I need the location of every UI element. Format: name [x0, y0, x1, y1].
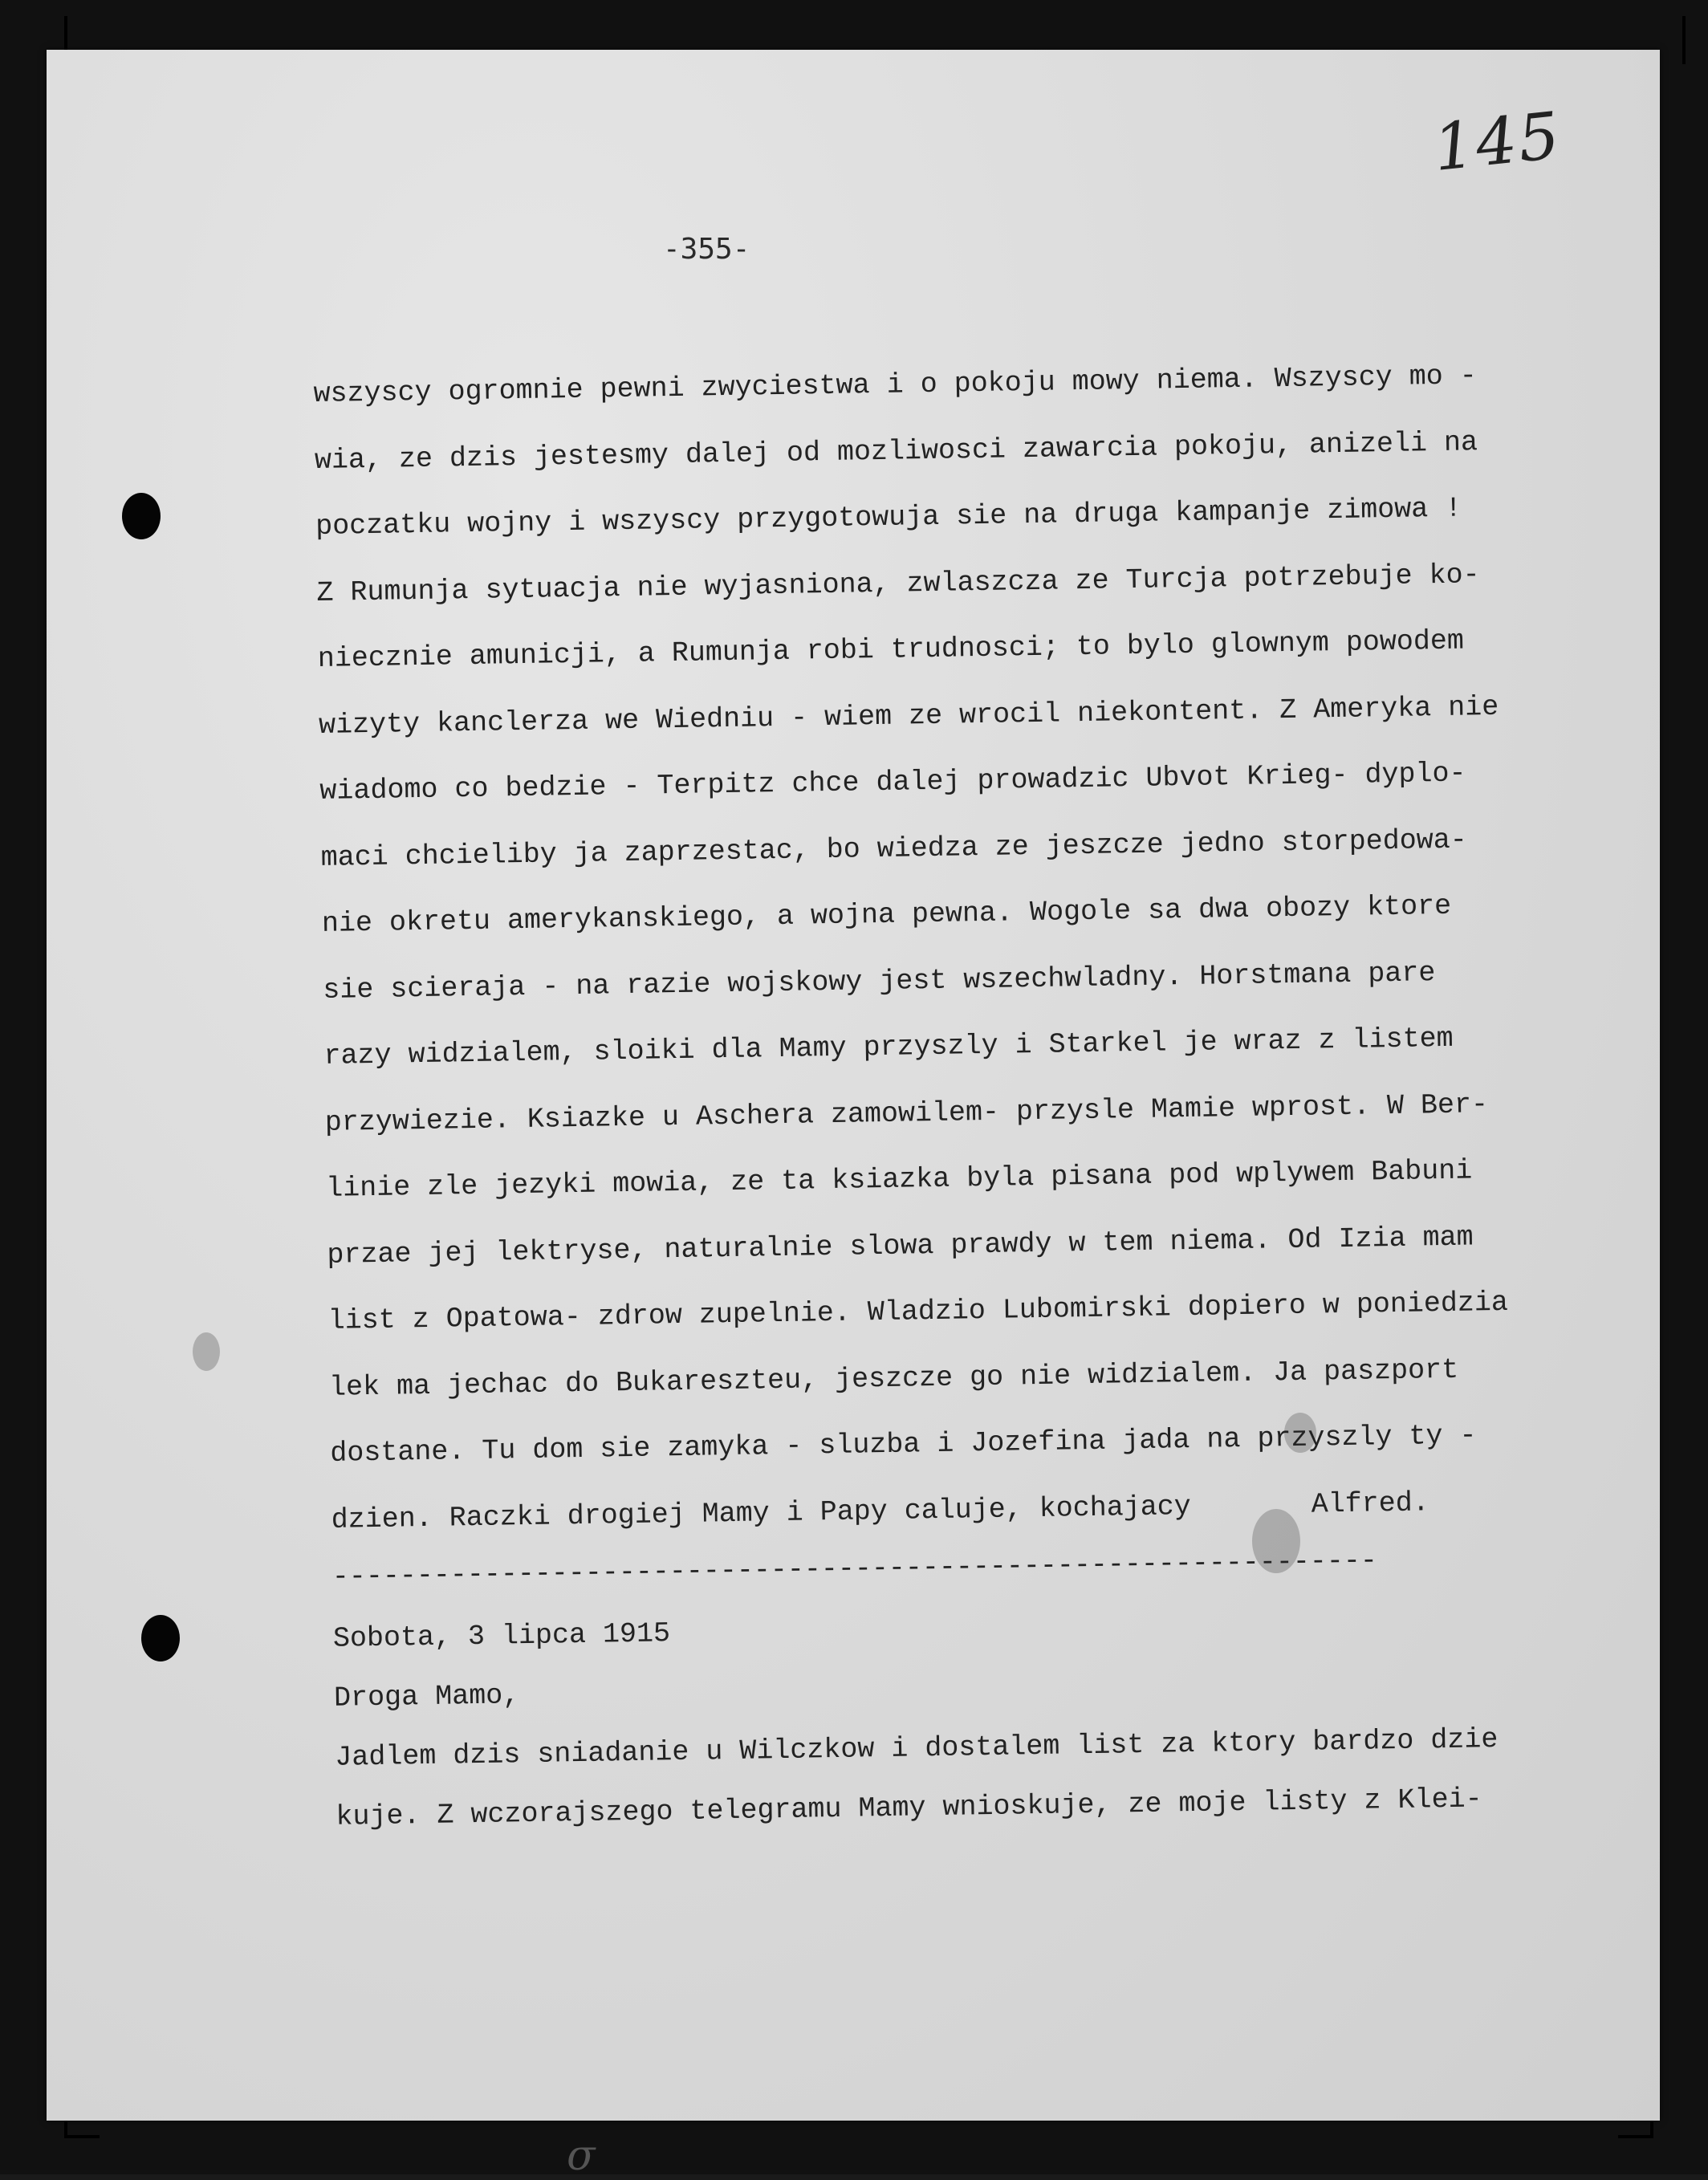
text-line: razy widzialem, sloiki dla Mamy przyszly i Starkel je wraz z listem [323, 1022, 1454, 1072]
text-line: maci chcieliby ja zaprzestac, bo wiedza ze jeszcze jedno storpedowa- [320, 823, 1468, 874]
text-line: przae jej lektryse, naturalnie slowa prawdy w tem niema. Od Izia mam [327, 1220, 1474, 1271]
date-line: Sobota, 3 lipca 1915 [332, 1617, 671, 1655]
text-line: wia, ze dzis jestesmy dalej od mozliwosci zawarcia pokoju, anizeli na [314, 425, 1478, 477]
signature: Alfred. [1311, 1486, 1430, 1521]
salutation: Droga Mamo, [333, 1679, 520, 1714]
text-line: poczatku wojny i wszyscy przygotowuja sie na druga kampanje zimowa ! [315, 492, 1462, 543]
text-line: Jadlem dzis sniadanie u Wilczkow i dostalem list za ktory bardzo dzie [335, 1723, 1499, 1774]
text-line: sie scieraja - na razie wojskowy jest wszechwladny. Horstmana pare [322, 956, 1436, 1007]
text-line: lek ma jechac do Bukareszteu, jeszcze go nie widzialem. Ja paszport [328, 1353, 1459, 1404]
text-line: dostane. Tu dom sie zamyka - sluzba i Jozefina jada na przyszly ty - [330, 1419, 1477, 1470]
text-line: niecznie amunicji, a Rumunja robi trudnosci; to bylo glownym powodem [317, 624, 1465, 675]
text-line: wiadomo co bedzie - Terpitz chce dalej prowadzic Ubvot Krieg- dyplo- [319, 757, 1466, 807]
text-line: wszyscy ogromnie pewni zwyciestwa i o pokoju mowy niema. Wszyscy mo - [313, 360, 1478, 410]
dashed-separator: -------------------------------------------------------------- [331, 1544, 1378, 1593]
closing-text: dzien. Raczki drogiej Mamy i Papy caluje, kochajacy [331, 1490, 1192, 1536]
text-line: Z Rumunja sytuacja nie wyjasniona, zwlaszcza ze Turcja potrzebuje ko- [316, 558, 1480, 609]
text-line: linie zle jezyki mowia, ze ta ksiazka byla pisana pod wplywem Babuni [325, 1154, 1473, 1205]
punch-hole-lower [141, 1615, 180, 1661]
page-number: -355- [663, 233, 750, 266]
text-line: przywiezie. Ksiazke u Aschera zamowilem- przysle Mamie wprost. W Ber- [324, 1088, 1489, 1139]
stain [193, 1332, 220, 1371]
text-line: nie okretu amerykanskiego, a wojna pewna. Wogole sa dwa obozy ktore [321, 889, 1452, 940]
letter-body [313, 340, 1669, 1847]
margin-mark: σ [567, 2132, 596, 2180]
text-line: wizyty kanclerza we Wiedniu - wiem ze wrocil niekontent. Z Ameryka nie [318, 690, 1499, 742]
text-line: kuje. Z wczorajszego telegramu Mamy wnioskuje, ze moje listy z Klei- [336, 1783, 1482, 1833]
text-line: list z Opatowa- zdrow zupelnie. Wladzio Lubomirski dopiero w poniedzia [327, 1286, 1509, 1337]
punch-hole-upper [122, 493, 161, 539]
folio-number: 145 [1429, 97, 1565, 186]
